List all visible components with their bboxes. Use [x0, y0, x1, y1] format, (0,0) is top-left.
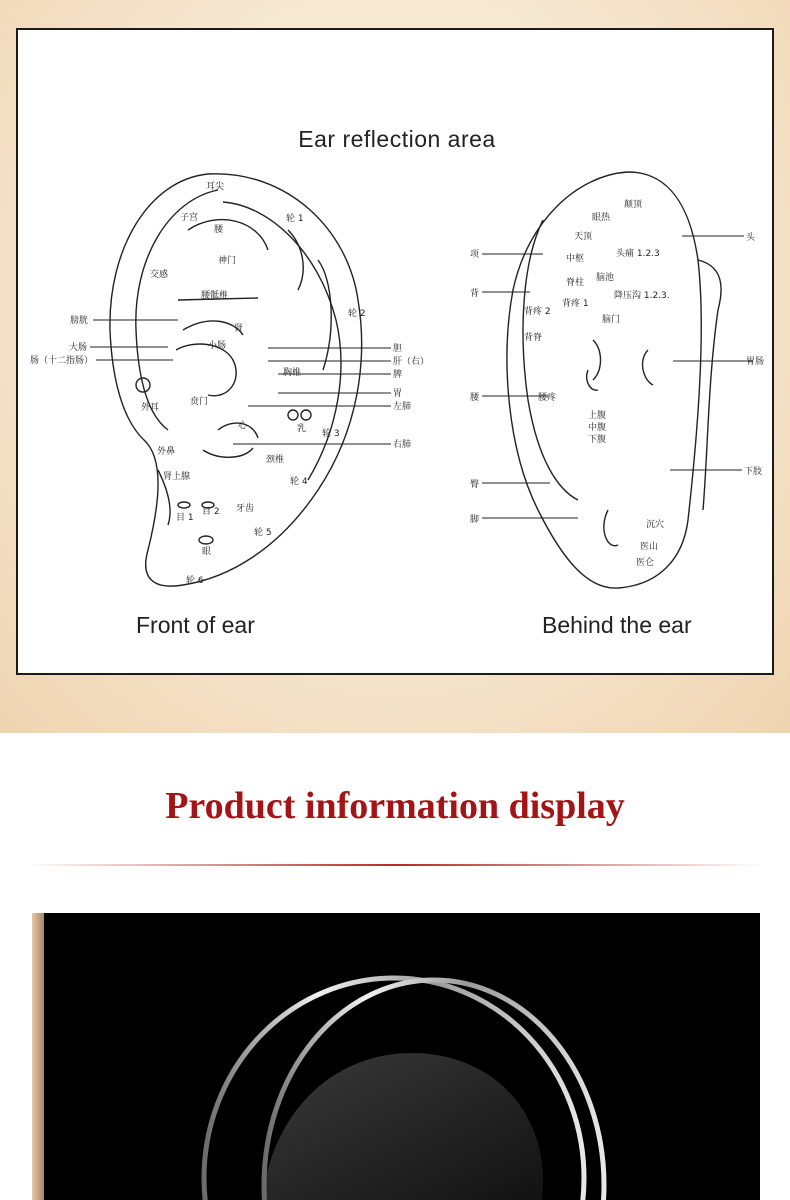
- front-ear: [110, 174, 362, 586]
- label-xin: 心: [238, 421, 248, 431]
- label-bei: 背: [470, 289, 480, 299]
- label-yaoduanzhui: 腰骶椎: [201, 291, 229, 301]
- label-yan: 眼: [202, 547, 212, 557]
- label-dan: 胆: [393, 344, 403, 354]
- label-waibi: 外鼻: [157, 447, 176, 457]
- label-waier: 外耳: [141, 403, 160, 413]
- label-lun3: 轮 3: [322, 429, 340, 439]
- label-xiang: 项: [470, 250, 480, 260]
- label-beiteng1: 背疼 1: [562, 299, 589, 309]
- label-beiteng2: 背疼 2: [524, 307, 551, 317]
- label-pangguang: 膀胱: [70, 316, 89, 326]
- label-beiji: 背脊: [524, 333, 543, 343]
- label-jizhu: 脊柱: [566, 278, 585, 288]
- label-xiafu: 下腹: [588, 435, 607, 445]
- label-weichang: 胃肠: [746, 357, 765, 367]
- label-zhongfu: 中腹: [588, 423, 607, 433]
- caption-front-of-ear: Front of ear: [136, 612, 255, 638]
- label-tun: 臀: [470, 480, 480, 490]
- label-yachi: 牙齿: [236, 504, 255, 514]
- label-yao: 腰: [214, 225, 224, 235]
- display-stand: [262, 1053, 543, 1200]
- label-xiazhi: 下肢: [744, 467, 763, 477]
- label-jiaogan: 交感: [150, 270, 169, 280]
- label-lun5: 轮 5: [254, 528, 272, 538]
- label-benmen: 贲门: [190, 397, 209, 407]
- label-zigong: 子宫: [180, 213, 199, 223]
- label-youshou: 右肺: [393, 440, 412, 450]
- label-shenmen: 神门: [218, 256, 237, 266]
- label-shenshangxian: 肾上腺: [163, 472, 191, 482]
- bangle-illustration: [32, 913, 760, 1200]
- label-tou: 头: [746, 233, 756, 243]
- label-zuoshou: 左肺: [393, 402, 412, 412]
- label-erjian: 耳尖: [206, 182, 225, 192]
- label-xiaochang: 小肠: [208, 341, 227, 351]
- label-dingding: 颠顶: [624, 200, 643, 210]
- label-yao: 腰: [470, 393, 480, 403]
- label-pi: 脾: [393, 370, 403, 380]
- front-ear-labels: [30, 180, 429, 586]
- label-ru: 乳: [297, 424, 307, 434]
- label-shangfu: 上腹: [588, 411, 607, 421]
- label-xiongzhui: 胸椎: [283, 368, 302, 378]
- label-chixue: 医仑: [636, 558, 655, 568]
- label-yanre: 眼热: [592, 213, 611, 223]
- label-tianding: 天顶: [574, 232, 593, 242]
- label-naozhi: 脑池: [596, 273, 615, 283]
- label-mu2: 目 2: [202, 507, 220, 517]
- ear-diagram: [18, 30, 776, 677]
- label-dachang: 大肠: [69, 343, 88, 353]
- product-photo: [32, 913, 760, 1200]
- back-ear: [507, 172, 721, 588]
- label-gan: 肝（右）: [393, 357, 430, 367]
- label-mu1: 目 1: [176, 513, 194, 523]
- label-jingzhui: 颈椎: [266, 455, 285, 465]
- label-lun1: 轮 1: [286, 214, 304, 224]
- back-ear-labels: [470, 198, 764, 568]
- ear-diagram-panel: [16, 28, 774, 675]
- label-wei: 胃: [393, 389, 403, 399]
- label-toutong: 头痛 1.2.3: [616, 249, 660, 259]
- label-chenxue: 沉穴: [646, 520, 665, 530]
- label-lun4: 轮 4: [290, 477, 308, 487]
- section-divider: [25, 864, 765, 866]
- label-jiya: 降压沟 1.2.3.: [614, 291, 670, 301]
- section-title: Product information display: [165, 785, 625, 827]
- label-shen: 肾: [234, 324, 244, 334]
- back-ear-leaders: [482, 236, 753, 518]
- label-zhongshu: 中枢: [566, 254, 585, 264]
- label-lun6: 轮 6: [186, 576, 204, 586]
- caption-behind-the-ear: Behind the ear: [542, 612, 692, 638]
- diagram-title: Ear reflection area: [298, 126, 496, 152]
- label-yishan: 医山: [640, 542, 659, 552]
- label-nao: 脑门: [602, 315, 621, 325]
- label-chang12: 肠（十二指肠）: [30, 356, 94, 366]
- label-lun2: 轮 2: [348, 309, 366, 319]
- label-yaotong: 腰疼: [538, 393, 557, 403]
- label-jiao: 脚: [470, 515, 480, 525]
